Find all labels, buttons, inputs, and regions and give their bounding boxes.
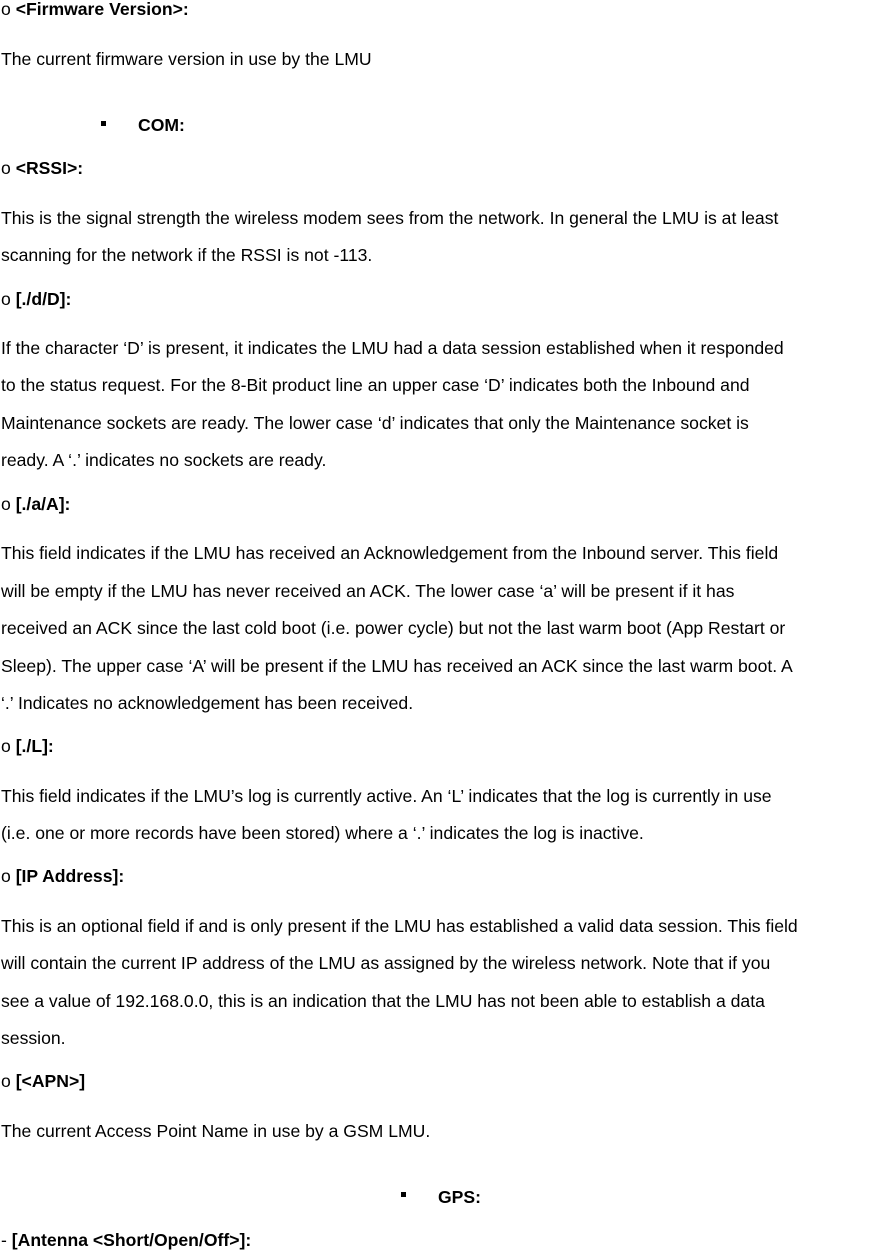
gps-bullet-icon (401, 1192, 406, 1197)
log-line-2: (i.e. one or more records have been stored) where a ‘.’ indicates the log is inactive. (1, 823, 644, 843)
rssi-label: <RSSI>: (15, 158, 84, 178)
log-prefix: o (1, 736, 16, 756)
antenna-label: [Antenna <Short/Open/Off>]: (11, 1230, 252, 1250)
antenna-prefix: - (1, 1230, 12, 1250)
com-bullet-icon (101, 121, 106, 126)
ack-label: [./a/A]: (15, 494, 71, 514)
ip-line-3: see a value of 192.168.0.0, this is an indication that the LMU has not been able to establish a data (1, 991, 765, 1011)
firmware-version-heading (1, 0, 189, 19)
rssi-prefix: o (1, 158, 16, 178)
ip-prefix: o (1, 866, 16, 886)
gps-heading: GPS: (438, 1187, 482, 1207)
ack-prefix: o (1, 494, 16, 514)
rssi-line-2: scanning for the network if the RSSI is not -113. (1, 245, 373, 265)
ip-heading (1, 866, 124, 886)
rssi-line-1: This is the signal strength the wireless modem sees from the network. In general the LMU is at least (1, 208, 779, 228)
ip-line-2: will contain the current IP address of the LMU as assigned by the wireless network. Note that if you (1, 953, 771, 973)
ack-line-1: This field indicates if the LMU has received an Acknowledgement from the Inbound server. This field (1, 543, 779, 563)
ip-line-1: This is an optional field if and is only present if the LMU has established a valid data session. This field (1, 916, 798, 936)
firmware-label: <Firmware Version>: (15, 0, 189, 19)
firmware-description: The current firmware version in use by the LMU (1, 49, 372, 69)
ip-label: [IP Address]: (15, 866, 125, 886)
apn-prefix: o (1, 1071, 16, 1091)
apn-description: The current Access Point Name in use by a GSM LMU. (1, 1121, 431, 1141)
ack-line-4: Sleep). The upper case ‘A’ will be present if the LMU has received an ACK since the last warm boot. A (1, 656, 793, 676)
log-line-1: This field indicates if the LMU’s log is currently active. An ‘L’ indicates that the log is currently in use (1, 786, 772, 806)
data-session-line-1: If the character ‘D’ is present, it indicates the LMU had a data session established when it responded (1, 338, 784, 358)
apn-heading (1, 1071, 85, 1091)
rssi-heading (1, 158, 83, 178)
apn-label: [<APN>] (15, 1071, 86, 1091)
ip-line-4: session. (1, 1028, 66, 1048)
ack-line-2: will be empty if the LMU has never received an ACK. The lower case ‘a’ will be present if it has (1, 581, 735, 601)
ack-line-5: ‘.’ Indicates no acknowledgement has been received. (1, 693, 414, 713)
data-session-line-2: to the status request. For the 8-Bit product line an upper case ‘D’ indicates both the Inbound and (1, 375, 750, 395)
ack-heading (1, 494, 70, 514)
antenna-heading (1, 1230, 251, 1250)
com-heading: COM: (138, 115, 185, 135)
data-session-line-3: Maintenance sockets are ready. The lower case ‘d’ indicates that only the Maintenance socket is (1, 413, 749, 433)
log-heading (1, 736, 54, 756)
data-session-heading (1, 289, 71, 309)
firmware-prefix: o (1, 0, 16, 19)
ack-line-3: received an ACK since the last cold boot (i.e. power cycle) but not the last warm boot (App Restart or (1, 618, 786, 638)
log-label: [./L]: (15, 736, 54, 756)
data-session-line-4: ready. A ‘.’ indicates no sockets are ready. (1, 450, 327, 470)
data-session-label: [./d/D]: (15, 289, 72, 309)
data-session-prefix: o (1, 289, 16, 309)
